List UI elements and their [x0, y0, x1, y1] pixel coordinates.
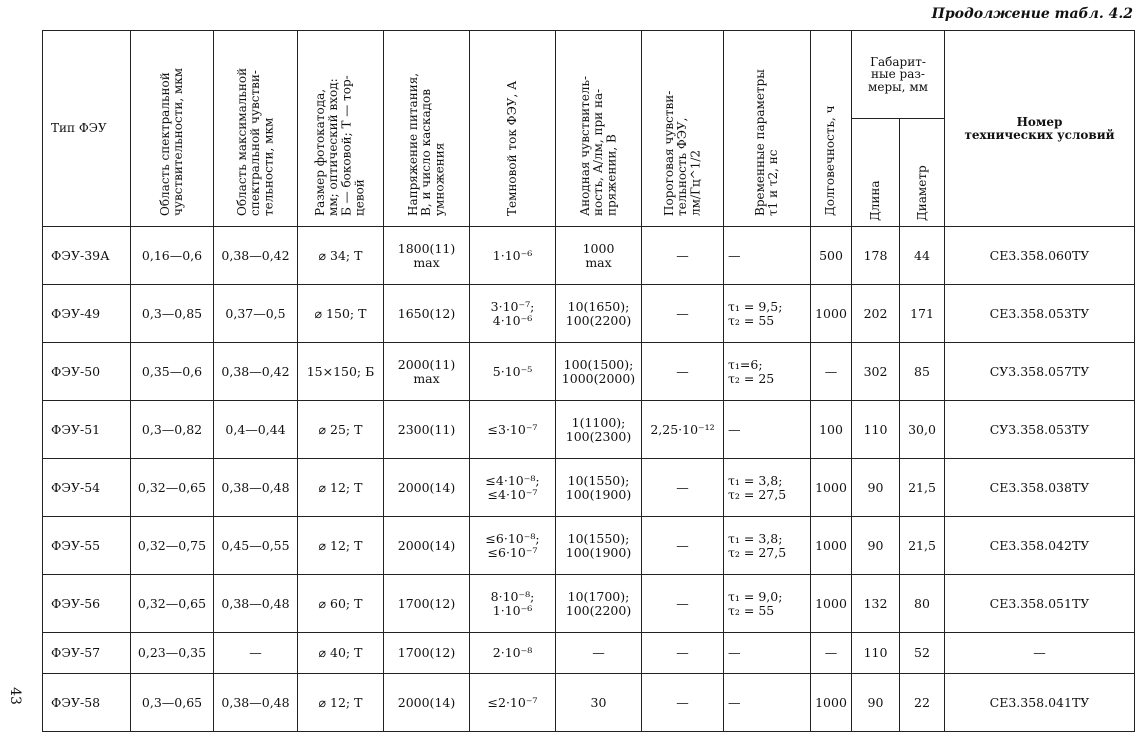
cell-length: 178 [852, 227, 900, 285]
cell-time-params: τ₁=6; τ₂ = 25 [724, 343, 811, 401]
cell-voltage: 1700(12) [384, 633, 470, 674]
cell-voltage: 2000(11) max [384, 343, 470, 401]
cell-lifetime: 1000 [811, 674, 852, 732]
cell-dark-current: ≤2·10⁻⁷ [470, 674, 556, 732]
cell-length: 90 [852, 517, 900, 575]
cell-anode-sensitivity: 1000 max [556, 227, 642, 285]
cell-diameter: 22 [900, 674, 945, 732]
cell-spec: СЕ3.358.038ТУ [945, 459, 1135, 517]
cell-photocathode: ⌀ 12; Т [298, 517, 384, 575]
cell-dark-current: 1·10⁻⁶ [470, 227, 556, 285]
cell-threshold: — [642, 459, 724, 517]
cell-time-params: — [724, 401, 811, 459]
cell-type: ФЭУ-50 [43, 343, 131, 401]
cell-anode-sensitivity: 30 [556, 674, 642, 732]
header-photocathode: Размер фотокатода, мм; оптический вход: Б — боковой; Т — тор- цевой [298, 31, 384, 227]
table-row [43, 343, 1135, 401]
cell-voltage: 2300(11) [384, 401, 470, 459]
cell-lifetime: 1000 [811, 459, 852, 517]
header-diameter: Диаметр [900, 119, 945, 227]
header-threshold: Пороговая чувстви- тельность ФЭУ, лм/Гц^1/2 [642, 31, 724, 227]
cell-diameter: 171 [900, 285, 945, 343]
cell-anode-sensitivity: 10(1650); 100(2200) [556, 285, 642, 343]
cell-dark-current: 3·10⁻⁷; 4·10⁻⁶ [470, 285, 556, 343]
header-dimensions: Габарит- ные раз- меры, мм [852, 31, 945, 119]
cell-spectral: 0,35—0,6 [131, 343, 214, 401]
cell-photocathode: ⌀ 25; Т [298, 401, 384, 459]
cell-voltage: 2000(14) [384, 459, 470, 517]
cell-photocathode: ⌀ 34; Т [298, 227, 384, 285]
cell-lifetime: 1000 [811, 517, 852, 575]
cell-lifetime: 500 [811, 227, 852, 285]
cell-length: 90 [852, 674, 900, 732]
cell-spec: СЕ3.358.051ТУ [945, 575, 1135, 633]
cell-max-range: 0,37—0,5 [214, 285, 298, 343]
cell-voltage: 2000(14) [384, 674, 470, 732]
cell-threshold: — [642, 633, 724, 674]
cell-anode-sensitivity: 10(1550); 100(1900) [556, 517, 642, 575]
cell-lifetime: 1000 [811, 285, 852, 343]
cell-spec: СЕ3.358.060ТУ [945, 227, 1135, 285]
cell-photocathode: ⌀ 60; Т [298, 575, 384, 633]
cell-spectral: 0,23—0,35 [131, 633, 214, 674]
cell-threshold: — [642, 227, 724, 285]
cell-type: ФЭУ-49 [43, 285, 131, 343]
cell-threshold: — [642, 674, 724, 732]
cell-length: 110 [852, 401, 900, 459]
header-lifetime: Долговечность, ч [811, 31, 852, 227]
cell-time-params: τ₁ = 3,8; τ₂ = 27,5 [724, 459, 811, 517]
cell-max-range: 0,4—0,44 [214, 401, 298, 459]
cell-spec: СЕ3.358.042ТУ [945, 517, 1135, 575]
cell-diameter: 21,5 [900, 459, 945, 517]
cell-max-range: 0,38—0,42 [214, 343, 298, 401]
table-row [43, 674, 1135, 732]
header-length: Длина [852, 119, 900, 227]
cell-anode-sensitivity: 10(1550); 100(1900) [556, 459, 642, 517]
page-number: 43 [6, 687, 23, 705]
cell-type: ФЭУ-39А [43, 227, 131, 285]
header-anode-sensitivity: Анодная чувствитель- ность, А/лм, при на- пряжении, В [556, 31, 642, 227]
header-time-params: Временные параметры τ1 и τ2, нс [724, 31, 811, 227]
cell-spectral: 0,32—0,75 [131, 517, 214, 575]
cell-threshold: — [642, 517, 724, 575]
cell-anode-sensitivity: 100(1500); 1000(2000) [556, 343, 642, 401]
cell-voltage: 2000(14) [384, 517, 470, 575]
cell-length: 132 [852, 575, 900, 633]
cell-time-params: τ₁ = 9,0; τ₂ = 55 [724, 575, 811, 633]
cell-anode-sensitivity: 1(1100); 100(2300) [556, 401, 642, 459]
cell-lifetime: — [811, 633, 852, 674]
cell-spectral: 0,3—0,85 [131, 285, 214, 343]
cell-threshold: — [642, 285, 724, 343]
table-row [43, 517, 1135, 575]
cell-spec: СУ3.358.057ТУ [945, 343, 1135, 401]
cell-dark-current: 2·10⁻⁸ [470, 633, 556, 674]
cell-photocathode: ⌀ 150; Т [298, 285, 384, 343]
cell-time-params: — [724, 633, 811, 674]
cell-lifetime: — [811, 343, 852, 401]
cell-spec: СУ3.358.053ТУ [945, 401, 1135, 459]
cell-threshold: — [642, 343, 724, 401]
cell-time-params: — [724, 674, 811, 732]
cell-max-range: 0,38—0,48 [214, 575, 298, 633]
header-max-range: Область максимальной спектральной чувстви- тельности, мкм [214, 31, 298, 227]
cell-spec: СЕ3.358.053ТУ [945, 285, 1135, 343]
cell-voltage: 1800(11) max [384, 227, 470, 285]
table-row [43, 633, 1135, 674]
cell-voltage: 1650(12) [384, 285, 470, 343]
cell-time-params: τ₁ = 3,8; τ₂ = 27,5 [724, 517, 811, 575]
cell-lifetime: 1000 [811, 575, 852, 633]
cell-type: ФЭУ-58 [43, 674, 131, 732]
table-row [43, 285, 1135, 343]
cell-max-range: 0,38—0,48 [214, 674, 298, 732]
cell-length: 302 [852, 343, 900, 401]
cell-spec: СЕ3.358.041ТУ [945, 674, 1135, 732]
cell-max-range: 0,45—0,55 [214, 517, 298, 575]
cell-max-range: — [214, 633, 298, 674]
cell-dark-current: ≤4·10⁻⁸; ≤4·10⁻⁷ [470, 459, 556, 517]
cell-type: ФЭУ-56 [43, 575, 131, 633]
cell-diameter: 44 [900, 227, 945, 285]
cell-diameter: 30,0 [900, 401, 945, 459]
cell-photocathode: ⌀ 40; Т [298, 633, 384, 674]
cell-diameter: 80 [900, 575, 945, 633]
header-voltage: Напряжение питания, В, и число каскадов умножения [384, 31, 470, 227]
cell-length: 90 [852, 459, 900, 517]
cell-type: ФЭУ-54 [43, 459, 131, 517]
cell-threshold: — [642, 575, 724, 633]
cell-length: 202 [852, 285, 900, 343]
cell-threshold: 2,25·10⁻¹² [642, 401, 724, 459]
header-spec: Номер технических условий [945, 31, 1135, 227]
cell-diameter: 21,5 [900, 517, 945, 575]
cell-max-range: 0,38—0,42 [214, 227, 298, 285]
cell-spectral: 0,3—0,82 [131, 401, 214, 459]
photomultiplier-table [42, 30, 1135, 732]
header-type: Тип ФЭУ [43, 31, 131, 227]
cell-type: ФЭУ-57 [43, 633, 131, 674]
cell-length: 110 [852, 633, 900, 674]
cell-photocathode: ⌀ 12; Т [298, 674, 384, 732]
cell-diameter: 85 [900, 343, 945, 401]
cell-max-range: 0,38—0,48 [214, 459, 298, 517]
table-row [43, 575, 1135, 633]
cell-dark-current: ≤6·10⁻⁸; ≤6·10⁻⁷ [470, 517, 556, 575]
cell-time-params: τ₁ = 9,5; τ₂ = 55 [724, 285, 811, 343]
cell-type: ФЭУ-51 [43, 401, 131, 459]
cell-spectral: 0,32—0,65 [131, 459, 214, 517]
cell-time-params: — [724, 227, 811, 285]
table-row [43, 459, 1135, 517]
header-spectral-range: Область спектральной чувствительности, мкм [131, 31, 214, 227]
table-row [43, 401, 1135, 459]
cell-type: ФЭУ-55 [43, 517, 131, 575]
cell-lifetime: 100 [811, 401, 852, 459]
header-dark-current: Темновой ток ФЭУ, А [470, 31, 556, 227]
cell-photocathode: 15×150; Б [298, 343, 384, 401]
cell-dark-current: ≤3·10⁻⁷ [470, 401, 556, 459]
cell-photocathode: ⌀ 12; Т [298, 459, 384, 517]
cell-voltage: 1700(12) [384, 575, 470, 633]
cell-anode-sensitivity: — [556, 633, 642, 674]
cell-spectral: 0,3—0,65 [131, 674, 214, 732]
table-row [43, 227, 1135, 285]
cell-dark-current: 5·10⁻⁵ [470, 343, 556, 401]
cell-spec: — [945, 633, 1135, 674]
cell-anode-sensitivity: 10(1700); 100(2200) [556, 575, 642, 633]
cell-spectral: 0,16—0,6 [131, 227, 214, 285]
table-caption: Продолжение табл. 4.2 [931, 6, 1133, 22]
cell-diameter: 52 [900, 633, 945, 674]
cell-spectral: 0,32—0,65 [131, 575, 214, 633]
cell-dark-current: 8·10⁻⁸; 1·10⁻⁶ [470, 575, 556, 633]
